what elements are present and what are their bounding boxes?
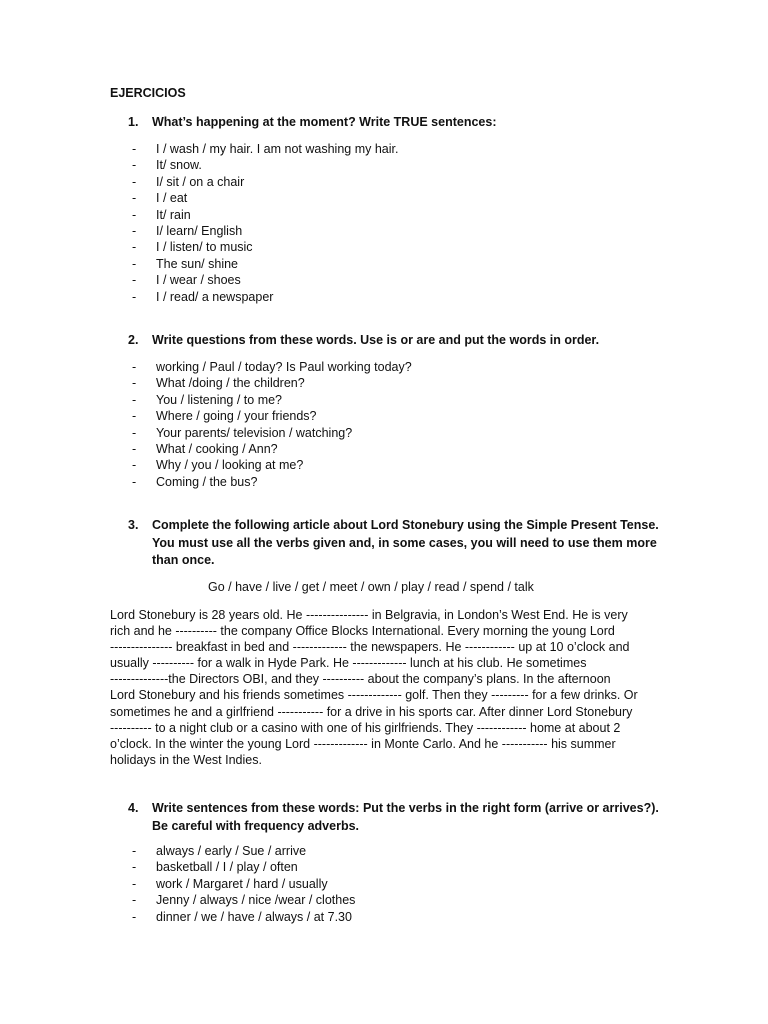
exercise-number: 3.	[128, 518, 139, 532]
exercise-1-list	[132, 141, 398, 305]
paragraph-line: rich and he ---------- the company Office Blocks International. Every morning the young Lord	[110, 624, 615, 639]
paragraph-line: o’clock. In the winter the young Lord ------------- in Monte Carlo. And he ----------- his summer	[110, 736, 616, 751]
list-item: - I / read/ a newspaper	[132, 289, 274, 304]
exercise-4-list	[132, 843, 355, 925]
list-item: - It/ rain	[132, 207, 191, 222]
list-item: - Jenny / always / nice /wear / clothes	[132, 893, 356, 908]
list-item: - I / eat	[132, 191, 188, 206]
list-item: - I / listen/ to music	[132, 240, 253, 255]
list-item: - Your parents/ television / watching?	[132, 425, 353, 440]
exercise-3-heading	[128, 517, 662, 570]
paragraph-line: --------------- breakfast in bed and ------------- the newspapers. He ------------ up at 10 o’clock and	[110, 640, 630, 655]
exercise-number: 2.	[128, 333, 139, 347]
exercise-instruction: What’s happening at the moment? Write TRUE sentences:	[152, 115, 497, 129]
paragraph-line: Lord Stonebury is 28 years old. He --------------- in Belgravia, in London’s West End. He is very	[110, 608, 628, 622]
exercise-2-heading	[128, 332, 712, 350]
paragraph-line: ---------- to a night club or a casino with one of his girlfriends. They ------------ home at about 2	[110, 720, 621, 735]
list-item: - Coming / the bus?	[132, 474, 258, 489]
paragraph-line: holidays in the West Indies.	[110, 752, 262, 767]
paragraph-line: --------------the Directors OBI, and they ---------- about the company’s plans. In the afternoon	[110, 672, 611, 687]
exercise-4-heading	[128, 800, 662, 835]
exercise-instruction: Write questions from these words. Use is or are and put the words in order.	[152, 333, 600, 347]
page-title: EJERCICIOS	[110, 86, 186, 100]
list-item: - What /doing / the children?	[132, 376, 305, 391]
list-item: - I/ learn/ English	[132, 223, 243, 238]
list-item: - Where / going / your friends?	[132, 409, 317, 424]
list-item: - working / Paul / today? Is Paul working today?	[132, 360, 412, 374]
list-item: - What / cooking / Ann?	[132, 441, 278, 456]
exercise-number: 4.	[128, 801, 139, 815]
list-item: - basketball / I / play / often	[132, 860, 298, 875]
list-item: - work / Margaret / hard / usually	[132, 876, 328, 891]
paragraph-line: Lord Stonebury and his friends sometimes ------------- golf. Then they --------- for a few drinks. Or	[110, 688, 638, 703]
verb-list: Go / have / live / get / meet / own / play / read / spend / talk	[208, 580, 534, 594]
list-item: - always / early / Sue / arrive	[132, 844, 307, 858]
exercise-number: 1.	[128, 115, 139, 129]
exercise-1-heading	[128, 114, 662, 132]
list-item: - The sun/ shine	[132, 256, 238, 271]
paragraph-line: sometimes he and a girlfriend ----------- for a drive in his sports car. After dinner Lord Stonebury	[110, 704, 633, 719]
list-item: - It/ snow.	[132, 158, 202, 173]
list-item: - You / listening / to me?	[132, 392, 283, 407]
list-item: - I / wear / shoes	[132, 273, 241, 288]
exercise-2-list	[132, 359, 412, 490]
list-item: - I / wash / my hair. I am not washing my hair.	[132, 142, 399, 156]
exercise-instruction: Complete the following article about Lord Stonebury using the Simple Present Tense. You must use all the verbs given and, in some cases, you will need to use them more than once.	[152, 518, 659, 567]
paragraph-line: usually ---------- for a walk in Hyde Park. He ------------- lunch at his club. He sometimes	[110, 656, 587, 671]
list-item: - dinner / we / have / always / at 7.30	[132, 909, 352, 924]
list-item: - Why / you / looking at me?	[132, 458, 304, 473]
exercise-instruction: Write sentences from these words: Put the verbs in the right form (arrive or arrives?). Be careful with frequency adverbs.	[152, 801, 659, 833]
list-item: - I/ sit / on a chair	[132, 174, 245, 189]
article-paragraph	[110, 607, 655, 768]
